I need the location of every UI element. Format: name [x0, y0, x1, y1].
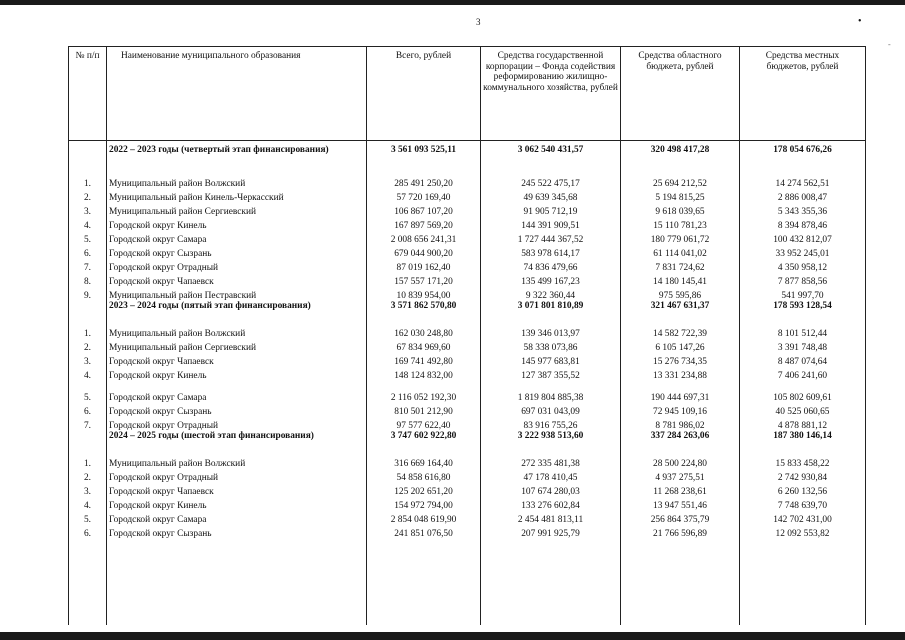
row-total: 241 851 076,50	[367, 525, 481, 539]
row-name: Муниципальный район Пестравский	[107, 287, 367, 301]
row-num: 7.	[69, 417, 107, 431]
row-local: 541 997,70	[740, 287, 866, 301]
section-num	[69, 141, 107, 176]
row-name: Городской округ Самара	[107, 511, 367, 525]
row-regional: 15 276 734,35	[621, 353, 740, 367]
page-number: 3	[476, 17, 481, 27]
row-num: 6.	[69, 403, 107, 417]
row-num: 2.	[69, 189, 107, 203]
row-total: 316 669 164,40	[367, 447, 481, 469]
section-title: 2023 – 2024 годы (пятый этап финансирования)	[107, 301, 367, 317]
row-regional: 8 781 986,02	[621, 417, 740, 431]
scan-speck: -	[888, 40, 891, 49]
row-local: 2 886 008,47	[740, 189, 866, 203]
row-regional: 14 180 145,41	[621, 273, 740, 287]
section-row	[69, 431, 866, 447]
empty-cell	[481, 539, 621, 625]
row-fund: 133 276 602,84	[481, 497, 621, 511]
row-name: Городской округ Отрадный	[107, 259, 367, 273]
row-name: Муниципальный район Волжский	[107, 175, 367, 189]
table-row	[69, 217, 866, 231]
row-total: 87 019 162,40	[367, 259, 481, 273]
row-name: Городской округ Кинель	[107, 497, 367, 511]
row-local: 6 260 132,56	[740, 483, 866, 497]
row-name: Муниципальный район Волжский	[107, 447, 367, 469]
section-fund: 3 071 801 810,89	[481, 301, 621, 317]
row-total: 148 124 832,00	[367, 367, 481, 381]
table-row	[69, 189, 866, 203]
row-num: 5.	[69, 511, 107, 525]
row-name: Муниципальный район Кинель-Черкасский	[107, 189, 367, 203]
table-body	[69, 141, 866, 626]
table-row	[69, 317, 866, 339]
row-num: 6.	[69, 245, 107, 259]
row-total: 2 854 048 619,90	[367, 511, 481, 525]
row-local: 8 487 074,64	[740, 353, 866, 367]
row-num: 6.	[69, 525, 107, 539]
row-local: 15 833 458,22	[740, 447, 866, 469]
row-fund: 47 178 410,45	[481, 469, 621, 483]
row-local: 12 092 553,82	[740, 525, 866, 539]
section-regional: 337 284 263,06	[621, 431, 740, 447]
row-regional: 61 114 041,02	[621, 245, 740, 259]
row-total: 106 867 107,20	[367, 203, 481, 217]
table-row	[69, 483, 866, 497]
row-fund: 9 322 360,44	[481, 287, 621, 301]
row-fund: 1 819 804 885,38	[481, 381, 621, 403]
section-total: 3 747 602 922,80	[367, 431, 481, 447]
section-regional: 320 498 417,28	[621, 141, 740, 176]
row-num: 2.	[69, 339, 107, 353]
row-name: Городской округ Сызрань	[107, 245, 367, 259]
row-fund: 49 639 345,68	[481, 189, 621, 203]
section-title: 2024 – 2025 годы (шестой этап финансирования)	[107, 431, 367, 447]
row-total: 285 491 250,20	[367, 175, 481, 189]
row-num: 5.	[69, 231, 107, 245]
table-row	[69, 511, 866, 525]
scan-speck: •	[858, 16, 862, 27]
row-num: 2.	[69, 469, 107, 483]
row-fund: 245 522 475,17	[481, 175, 621, 189]
row-regional: 5 194 815,25	[621, 189, 740, 203]
table-row	[69, 231, 866, 245]
row-num: 7.	[69, 259, 107, 273]
row-num: 3.	[69, 203, 107, 217]
row-regional: 11 268 238,61	[621, 483, 740, 497]
table-row	[69, 381, 866, 403]
row-fund: 139 346 013,97	[481, 317, 621, 339]
row-num: 1.	[69, 317, 107, 339]
row-total: 162 030 248,80	[367, 317, 481, 339]
row-regional: 6 105 147,26	[621, 339, 740, 353]
row-local: 33 952 245,01	[740, 245, 866, 259]
section-total: 3 571 862 570,80	[367, 301, 481, 317]
row-local: 7 406 241,60	[740, 367, 866, 381]
row-total: 2 008 656 241,31	[367, 231, 481, 245]
row-name: Муниципальный район Волжский	[107, 317, 367, 339]
table-row	[69, 245, 866, 259]
table-row	[69, 353, 866, 367]
row-name: Городской округ Самара	[107, 381, 367, 403]
section-row	[69, 301, 866, 317]
empty-cell	[740, 539, 866, 625]
row-name: Городской округ Чапаевск	[107, 273, 367, 287]
row-name: Городской округ Сызрань	[107, 525, 367, 539]
row-num: 3.	[69, 353, 107, 367]
row-fund: 58 338 073,86	[481, 339, 621, 353]
section-row	[69, 141, 866, 176]
row-fund: 272 335 481,38	[481, 447, 621, 469]
row-regional: 72 945 109,16	[621, 403, 740, 417]
row-regional: 25 694 212,52	[621, 175, 740, 189]
header-total: Всего, рублей	[367, 47, 481, 141]
row-fund: 145 977 683,81	[481, 353, 621, 367]
section-fund: 3 062 540 431,57	[481, 141, 621, 176]
row-total: 54 858 616,80	[367, 469, 481, 483]
row-total: 97 577 622,40	[367, 417, 481, 431]
row-num: 4.	[69, 497, 107, 511]
table-header-row	[69, 47, 866, 141]
row-name: Муниципальный район Сергиевский	[107, 339, 367, 353]
row-regional: 28 500 224,80	[621, 447, 740, 469]
empty-cell	[69, 539, 107, 625]
row-fund: 1 727 444 367,52	[481, 231, 621, 245]
row-num: 4.	[69, 217, 107, 231]
row-regional: 190 444 697,31	[621, 381, 740, 403]
table-row	[69, 417, 866, 431]
table-row	[69, 447, 866, 469]
row-local: 7 748 639,70	[740, 497, 866, 511]
row-fund: 697 031 043,09	[481, 403, 621, 417]
row-num: 3.	[69, 483, 107, 497]
row-regional: 13 331 234,88	[621, 367, 740, 381]
empty-cell	[621, 539, 740, 625]
header-fund: Средства государственной корпорации – Фонда содействия реформированию жилищно-коммунального хозяйства, рублей	[481, 47, 621, 141]
row-num: 1.	[69, 175, 107, 189]
row-total: 169 741 492,80	[367, 353, 481, 367]
table-row	[69, 525, 866, 539]
row-total: 10 839 954,00	[367, 287, 481, 301]
row-local: 2 742 930,84	[740, 469, 866, 483]
row-total: 125 202 651,20	[367, 483, 481, 497]
row-name: Городской округ Чапаевск	[107, 353, 367, 367]
table-row	[69, 469, 866, 483]
section-num	[69, 431, 107, 447]
section-num	[69, 301, 107, 317]
row-total: 679 044 900,20	[367, 245, 481, 259]
row-name: Городской округ Кинель	[107, 217, 367, 231]
row-total: 2 116 052 192,30	[367, 381, 481, 403]
row-regional: 21 766 596,89	[621, 525, 740, 539]
scan-top-border	[0, 0, 905, 5]
financing-table	[68, 46, 866, 625]
row-regional: 256 864 375,79	[621, 511, 740, 525]
header-regional: Средства областного бюджета, рублей	[621, 47, 740, 141]
row-regional: 975 595,86	[621, 287, 740, 301]
row-num: 9.	[69, 287, 107, 301]
row-local: 8 394 878,46	[740, 217, 866, 231]
row-name: Городской округ Чапаевск	[107, 483, 367, 497]
empty-cell	[367, 539, 481, 625]
row-name: Городской округ Кинель	[107, 367, 367, 381]
row-name: Городской округ Отрадный	[107, 417, 367, 431]
row-local: 105 802 609,61	[740, 381, 866, 403]
section-total: 3 561 093 525,11	[367, 141, 481, 176]
row-fund: 207 991 925,79	[481, 525, 621, 539]
row-local: 7 877 858,56	[740, 273, 866, 287]
table-tail	[69, 539, 866, 625]
row-fund: 135 499 167,23	[481, 273, 621, 287]
row-regional: 15 110 781,23	[621, 217, 740, 231]
row-name: Городской округ Сызрань	[107, 403, 367, 417]
section-regional: 321 467 631,37	[621, 301, 740, 317]
table-row	[69, 273, 866, 287]
row-regional: 4 937 275,51	[621, 469, 740, 483]
row-name: Муниципальный район Сергиевский	[107, 203, 367, 217]
row-local: 3 391 748,48	[740, 339, 866, 353]
row-regional: 13 947 551,46	[621, 497, 740, 511]
row-regional: 7 831 724,62	[621, 259, 740, 273]
row-total: 67 834 969,60	[367, 339, 481, 353]
table-row	[69, 287, 866, 301]
section-local: 178 054 676,26	[740, 141, 866, 176]
row-num: 8.	[69, 273, 107, 287]
row-name: Городской округ Самара	[107, 231, 367, 245]
row-total: 154 972 794,00	[367, 497, 481, 511]
table-row	[69, 175, 866, 189]
row-fund: 83 916 755,26	[481, 417, 621, 431]
row-local: 8 101 512,44	[740, 317, 866, 339]
row-num: 4.	[69, 367, 107, 381]
header-num: № п/п	[69, 47, 107, 141]
empty-cell	[107, 539, 367, 625]
row-local: 40 525 060,65	[740, 403, 866, 417]
section-title: 2022 – 2023 годы (четвертый этап финансирования)	[107, 141, 367, 176]
row-num: 5.	[69, 381, 107, 403]
section-local: 187 380 146,14	[740, 431, 866, 447]
row-local: 100 432 812,07	[740, 231, 866, 245]
row-local: 14 274 562,51	[740, 175, 866, 189]
row-fund: 583 978 614,17	[481, 245, 621, 259]
row-fund: 144 391 909,51	[481, 217, 621, 231]
row-local: 5 343 355,36	[740, 203, 866, 217]
scan-bottom-border	[0, 632, 905, 640]
row-fund: 127 387 355,52	[481, 367, 621, 381]
table-row	[69, 497, 866, 511]
row-total: 167 897 569,20	[367, 217, 481, 231]
row-fund: 107 674 280,03	[481, 483, 621, 497]
row-num: 1.	[69, 447, 107, 469]
row-regional: 9 618 039,65	[621, 203, 740, 217]
row-total: 57 720 169,40	[367, 189, 481, 203]
header-name: Наименование муниципального образования	[107, 47, 367, 141]
section-local: 178 593 128,54	[740, 301, 866, 317]
row-fund: 2 454 481 813,11	[481, 511, 621, 525]
row-fund: 91 905 712,19	[481, 203, 621, 217]
table-row	[69, 367, 866, 381]
row-local: 4 878 881,12	[740, 417, 866, 431]
row-regional: 14 582 722,39	[621, 317, 740, 339]
table-row	[69, 339, 866, 353]
header-local: Средства местных бюджетов, рублей	[740, 47, 866, 141]
table-row	[69, 203, 866, 217]
row-total: 810 501 212,90	[367, 403, 481, 417]
row-regional: 180 779 061,72	[621, 231, 740, 245]
row-local: 142 702 431,00	[740, 511, 866, 525]
table-row	[69, 403, 866, 417]
table-row	[69, 259, 866, 273]
row-total: 157 557 171,20	[367, 273, 481, 287]
row-fund: 74 836 479,66	[481, 259, 621, 273]
section-fund: 3 222 938 513,60	[481, 431, 621, 447]
row-name: Городской округ Отрадный	[107, 469, 367, 483]
row-local: 4 350 958,12	[740, 259, 866, 273]
